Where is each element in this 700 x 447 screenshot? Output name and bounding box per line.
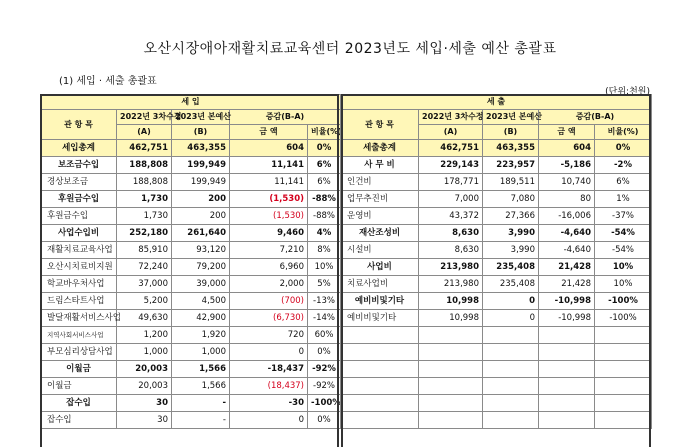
revenue-row-label: 사업수입비 bbox=[41, 225, 117, 242]
expense-prev-value: 7,000 bbox=[419, 191, 483, 208]
revenue-row-label: 지역사회서비스사업 bbox=[41, 327, 117, 344]
revenue-diff-ratio: -13% bbox=[308, 293, 341, 310]
expense-empty-row bbox=[341, 395, 652, 412]
revenue-prev-value: 5,200 bbox=[117, 293, 172, 310]
revenue-prev-sub: (A) bbox=[117, 125, 172, 140]
expense-prev-value: 43,372 bbox=[419, 208, 483, 225]
revenue-prev-value: 49,630 bbox=[117, 310, 172, 327]
revenue-row bbox=[41, 157, 341, 174]
revenue-prev-header: 2022년 3차수정 bbox=[117, 110, 172, 125]
expense-diff-amount: -10,998 bbox=[539, 310, 595, 327]
expense-row bbox=[341, 259, 652, 276]
expense-curr-value: 3,990 bbox=[483, 242, 539, 259]
expense-diff-ratio: -2% bbox=[595, 157, 652, 174]
revenue-diff-amount: (18,437) bbox=[230, 378, 308, 395]
revenue-diff-amount: 6,960 bbox=[230, 259, 308, 276]
revenue-diff-header: 증감(B-A) bbox=[230, 110, 341, 125]
revenue-curr-header: 2023년 본예산 bbox=[172, 110, 230, 125]
expense-diff-ratio: -100% bbox=[595, 293, 652, 310]
empty-cell bbox=[539, 378, 595, 395]
empty-cell bbox=[539, 327, 595, 344]
revenue-curr-value: 4,500 bbox=[172, 293, 230, 310]
expense-row-label: 세출총계 bbox=[341, 140, 419, 157]
revenue-ratio-header: 비율(%) bbox=[308, 125, 341, 140]
expense-diff-ratio: 1% bbox=[595, 191, 652, 208]
revenue-diff-amount: (1,530) bbox=[230, 208, 308, 225]
revenue-diff-ratio: 0% bbox=[308, 344, 341, 361]
expense-curr-value: 27,366 bbox=[483, 208, 539, 225]
expense-prev-header: 2022년 3차수정 bbox=[419, 110, 483, 125]
revenue-prev-value: 85,910 bbox=[117, 242, 172, 259]
expense-row-label: 예비비및기타 bbox=[341, 293, 419, 310]
revenue-row-label: 경상보조금 bbox=[41, 174, 117, 191]
expense-diff-header: 증감(B-A) bbox=[539, 110, 652, 125]
empty-cell bbox=[419, 361, 483, 378]
empty-cell bbox=[539, 395, 595, 412]
revenue-row bbox=[41, 259, 341, 276]
revenue-curr-value: 199,949 bbox=[172, 174, 230, 191]
revenue-diff-ratio: 4% bbox=[308, 225, 341, 242]
expense-section-header: 세 출 bbox=[341, 95, 652, 110]
empty-cell bbox=[483, 395, 539, 412]
expense-diff-amount: -5,186 bbox=[539, 157, 595, 174]
revenue-row-label: 잡수입 bbox=[41, 395, 117, 412]
revenue-diff-ratio: 6% bbox=[308, 157, 341, 174]
revenue-prev-value: 462,751 bbox=[117, 140, 172, 157]
revenue-row bbox=[41, 191, 341, 208]
empty-cell bbox=[595, 412, 652, 429]
empty-cell bbox=[483, 378, 539, 395]
revenue-row bbox=[41, 293, 341, 310]
expense-prev-value: 213,980 bbox=[419, 259, 483, 276]
revenue-row bbox=[41, 344, 341, 361]
empty-cell bbox=[595, 344, 652, 361]
expense-diff-ratio: -37% bbox=[595, 208, 652, 225]
revenue-row-label: 보조금수입 bbox=[41, 157, 117, 174]
revenue-diff-amount: (6,730) bbox=[230, 310, 308, 327]
expense-table bbox=[340, 94, 652, 429]
expense-diff-amount: -16,006 bbox=[539, 208, 595, 225]
expense-row-label: 재산조성비 bbox=[341, 225, 419, 242]
revenue-row bbox=[41, 327, 341, 344]
revenue-diff-amount: 0 bbox=[230, 412, 308, 429]
revenue-diff-amount: (1,530) bbox=[230, 191, 308, 208]
empty-cell bbox=[341, 412, 419, 429]
empty-cell bbox=[341, 395, 419, 412]
expense-curr-value: 0 bbox=[483, 293, 539, 310]
empty-cell bbox=[539, 412, 595, 429]
expense-diff-ratio: -100% bbox=[595, 310, 652, 327]
empty-cell bbox=[539, 361, 595, 378]
expense-diff-ratio: -54% bbox=[595, 242, 652, 259]
revenue-prev-value: 188,808 bbox=[117, 174, 172, 191]
expense-curr-value: 223,957 bbox=[483, 157, 539, 174]
revenue-diff-amount: 9,460 bbox=[230, 225, 308, 242]
expense-prev-value: 178,771 bbox=[419, 174, 483, 191]
revenue-diff-ratio: -100% bbox=[308, 395, 341, 412]
page-title: 오산시장애아재활치료교육센터 2023년도 세입·세출 예산 총괄표 bbox=[143, 41, 557, 57]
expense-amount-header: 금 액 bbox=[539, 125, 595, 140]
revenue-row-label: 후원금수입 bbox=[41, 191, 117, 208]
empty-cell bbox=[483, 412, 539, 429]
revenue-row-label: 재활치료교육사업 bbox=[41, 242, 117, 259]
revenue-diff-amount: (700) bbox=[230, 293, 308, 310]
revenue-row bbox=[41, 395, 341, 412]
empty-cell bbox=[595, 378, 652, 395]
empty-cell bbox=[341, 378, 419, 395]
expense-prev-value: 229,143 bbox=[419, 157, 483, 174]
expense-diff-amount: -4,640 bbox=[539, 225, 595, 242]
revenue-curr-value: 1,566 bbox=[172, 378, 230, 395]
revenue-curr-value: - bbox=[172, 412, 230, 429]
revenue-diff-ratio: 6% bbox=[308, 174, 341, 191]
revenue-curr-value: 261,640 bbox=[172, 225, 230, 242]
expense-empty-row bbox=[341, 327, 652, 344]
revenue-row-label: 이월금 bbox=[41, 378, 117, 395]
expense-row bbox=[341, 225, 652, 242]
expense-curr-value: 3,990 bbox=[483, 225, 539, 242]
empty-cell bbox=[419, 378, 483, 395]
empty-cell bbox=[419, 344, 483, 361]
revenue-diff-ratio: 0% bbox=[308, 140, 341, 157]
revenue-curr-value: 200 bbox=[172, 191, 230, 208]
revenue-row-label: 드림스타트사업 bbox=[41, 293, 117, 310]
expense-row bbox=[341, 174, 652, 191]
revenue-diff-ratio: 10% bbox=[308, 259, 341, 276]
revenue-diff-ratio: -88% bbox=[308, 208, 341, 225]
expense-curr-value: 0 bbox=[483, 310, 539, 327]
expense-row-label: 인건비 bbox=[341, 174, 419, 191]
expense-prev-value: 8,630 bbox=[419, 242, 483, 259]
expense-row-label: 사 무 비 bbox=[341, 157, 419, 174]
revenue-curr-value: 42,900 bbox=[172, 310, 230, 327]
revenue-curr-value: 463,355 bbox=[172, 140, 230, 157]
revenue-row bbox=[41, 140, 341, 157]
revenue-diff-amount: -18,437 bbox=[230, 361, 308, 378]
empty-cell bbox=[483, 361, 539, 378]
revenue-row-label: 학교바우처사업 bbox=[41, 276, 117, 293]
expense-prev-value: 10,998 bbox=[419, 310, 483, 327]
expense-diff-ratio: 0% bbox=[595, 140, 652, 157]
expense-row bbox=[341, 242, 652, 259]
expense-curr-value: 235,408 bbox=[483, 259, 539, 276]
revenue-prev-value: 188,808 bbox=[117, 157, 172, 174]
revenue-row bbox=[41, 174, 341, 191]
revenue-row bbox=[41, 208, 341, 225]
revenue-diff-ratio: -14% bbox=[308, 310, 341, 327]
revenue-prev-value: 20,003 bbox=[117, 361, 172, 378]
unit-label: (단위:천원) bbox=[605, 87, 650, 97]
expense-curr-value: 189,511 bbox=[483, 174, 539, 191]
expense-empty-row bbox=[341, 412, 652, 429]
expense-empty-row bbox=[341, 378, 652, 395]
revenue-diff-amount: 11,141 bbox=[230, 174, 308, 191]
expense-diff-ratio: 10% bbox=[595, 276, 652, 293]
revenue-row-label: 잡수입 bbox=[41, 412, 117, 429]
revenue-prev-value: 20,003 bbox=[117, 378, 172, 395]
revenue-diff-amount: 7,210 bbox=[230, 242, 308, 259]
revenue-table bbox=[40, 94, 341, 429]
empty-cell bbox=[595, 327, 652, 344]
expense-diff-amount: 604 bbox=[539, 140, 595, 157]
expense-curr-header: 2023년 본예산 bbox=[483, 110, 539, 125]
expense-row-label: 업무추진비 bbox=[341, 191, 419, 208]
revenue-diff-amount: 720 bbox=[230, 327, 308, 344]
expense-prev-value: 8,630 bbox=[419, 225, 483, 242]
expense-curr-value: 235,408 bbox=[483, 276, 539, 293]
revenue-curr-value: - bbox=[172, 395, 230, 412]
revenue-curr-value: 1,566 bbox=[172, 361, 230, 378]
empty-cell bbox=[341, 361, 419, 378]
expense-diff-amount: 21,428 bbox=[539, 259, 595, 276]
revenue-prev-value: 37,000 bbox=[117, 276, 172, 293]
revenue-row bbox=[41, 276, 341, 293]
empty-cell bbox=[341, 327, 419, 344]
expense-diff-ratio: 10% bbox=[595, 259, 652, 276]
expense-ratio-header: 비율(%) bbox=[595, 125, 652, 140]
expense-diff-ratio: -54% bbox=[595, 225, 652, 242]
expense-row-label: 사업비 bbox=[341, 259, 419, 276]
revenue-prev-value: 252,180 bbox=[117, 225, 172, 242]
revenue-diff-amount: 604 bbox=[230, 140, 308, 157]
revenue-row bbox=[41, 225, 341, 242]
expense-diff-amount: -10,998 bbox=[539, 293, 595, 310]
expense-row-label: 시설비 bbox=[341, 242, 419, 259]
revenue-row-label: 발달재활서비스사업 bbox=[41, 310, 117, 327]
revenue-diff-ratio: -92% bbox=[308, 378, 341, 395]
expense-row bbox=[341, 276, 652, 293]
expense-prev-sub: (A) bbox=[419, 125, 483, 140]
revenue-prev-value: 30 bbox=[117, 412, 172, 429]
empty-cell bbox=[341, 344, 419, 361]
revenue-curr-value: 39,000 bbox=[172, 276, 230, 293]
revenue-curr-value: 1,920 bbox=[172, 327, 230, 344]
revenue-row bbox=[41, 378, 341, 395]
revenue-row bbox=[41, 412, 341, 429]
expense-curr-value: 463,355 bbox=[483, 140, 539, 157]
empty-cell bbox=[483, 344, 539, 361]
revenue-diff-amount: 0 bbox=[230, 344, 308, 361]
expense-diff-amount: -4,640 bbox=[539, 242, 595, 259]
expense-diff-amount: 21,428 bbox=[539, 276, 595, 293]
expense-curr-sub: (B) bbox=[483, 125, 539, 140]
empty-cell bbox=[419, 395, 483, 412]
expense-prev-value: 462,751 bbox=[419, 140, 483, 157]
revenue-curr-value: 79,200 bbox=[172, 259, 230, 276]
revenue-row-label: 부모심리상담사업 bbox=[41, 344, 117, 361]
revenue-prev-value: 1,730 bbox=[117, 208, 172, 225]
empty-cell bbox=[483, 327, 539, 344]
empty-cell bbox=[595, 361, 652, 378]
revenue-diff-amount: 2,000 bbox=[230, 276, 308, 293]
expense-diff-amount: 10,740 bbox=[539, 174, 595, 191]
revenue-prev-value: 72,240 bbox=[117, 259, 172, 276]
expense-row bbox=[341, 140, 652, 157]
revenue-diff-ratio: -88% bbox=[308, 191, 341, 208]
revenue-row-label: 세입총계 bbox=[41, 140, 117, 157]
expense-row bbox=[341, 191, 652, 208]
revenue-curr-value: 200 bbox=[172, 208, 230, 225]
revenue-curr-value: 199,949 bbox=[172, 157, 230, 174]
expense-curr-value: 7,080 bbox=[483, 191, 539, 208]
section-subtitle: (1) 세입 · 세출 총괄표 bbox=[59, 76, 157, 87]
revenue-row bbox=[41, 242, 341, 259]
expense-empty-row bbox=[341, 361, 652, 378]
revenue-row-label: 이월금 bbox=[41, 361, 117, 378]
revenue-diff-ratio: -92% bbox=[308, 361, 341, 378]
revenue-prev-value: 30 bbox=[117, 395, 172, 412]
expense-row-label: 예비비및기타 bbox=[341, 310, 419, 327]
revenue-row bbox=[41, 310, 341, 327]
expense-prev-value: 10,998 bbox=[419, 293, 483, 310]
empty-cell bbox=[419, 327, 483, 344]
revenue-curr-value: 93,120 bbox=[172, 242, 230, 259]
revenue-diff-amount: -30 bbox=[230, 395, 308, 412]
expense-row bbox=[341, 293, 652, 310]
empty-cell bbox=[419, 412, 483, 429]
revenue-prev-value: 1,200 bbox=[117, 327, 172, 344]
empty-cell bbox=[539, 344, 595, 361]
expense-row bbox=[341, 208, 652, 225]
expense-empty-row bbox=[341, 344, 652, 361]
expense-row bbox=[341, 157, 652, 174]
empty-cell bbox=[595, 395, 652, 412]
revenue-row bbox=[41, 361, 341, 378]
expense-item-header: 관 항 목 bbox=[341, 110, 419, 140]
revenue-diff-ratio: 60% bbox=[308, 327, 341, 344]
expense-diff-amount: 80 bbox=[539, 191, 595, 208]
expense-row-label: 운영비 bbox=[341, 208, 419, 225]
revenue-diff-amount: 11,141 bbox=[230, 157, 308, 174]
revenue-row-label: 후원금수입 bbox=[41, 208, 117, 225]
revenue-amount-header: 금 액 bbox=[230, 125, 308, 140]
revenue-curr-value: 1,000 bbox=[172, 344, 230, 361]
revenue-diff-ratio: 8% bbox=[308, 242, 341, 259]
expense-row-label: 치료사업비 bbox=[341, 276, 419, 293]
revenue-prev-value: 1,730 bbox=[117, 191, 172, 208]
revenue-row-label: 오산시치료비지원 bbox=[41, 259, 117, 276]
expense-row bbox=[341, 310, 652, 327]
revenue-curr-sub: (B) bbox=[172, 125, 230, 140]
revenue-diff-ratio: 0% bbox=[308, 412, 341, 429]
expense-diff-ratio: 6% bbox=[595, 174, 652, 191]
revenue-diff-ratio: 5% bbox=[308, 276, 341, 293]
revenue-prev-value: 1,000 bbox=[117, 344, 172, 361]
revenue-section-header: 세 입 bbox=[41, 95, 341, 110]
revenue-item-header: 관 항 목 bbox=[41, 110, 117, 140]
expense-prev-value: 213,980 bbox=[419, 276, 483, 293]
